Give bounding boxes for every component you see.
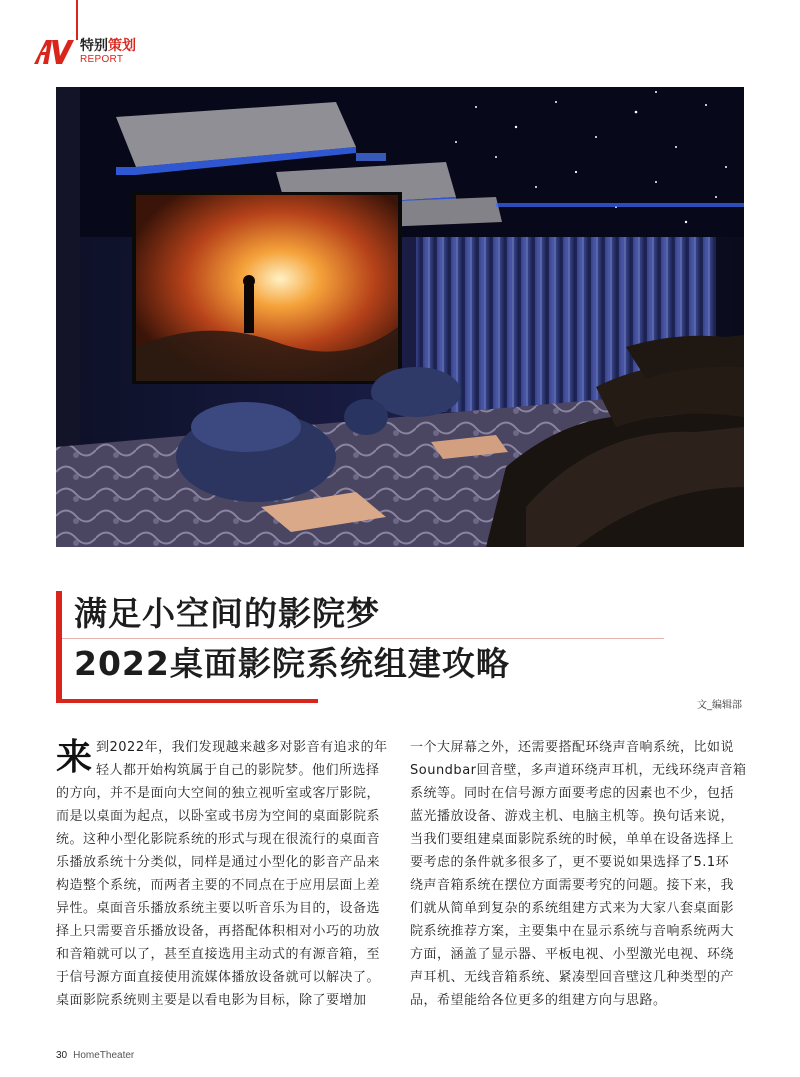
section-label-en: REPORT [80, 54, 124, 65]
paragraph-line: 蓝光播放设备、游戏主机、电脑主机等。换句话来说， [410, 809, 735, 824]
paragraph-line: 品，希望能给各位更多的组建方向与思路。 [410, 993, 667, 1008]
paragraph-line: 系统等。同时在信号源方面要考虑的因素也不少，包括 [410, 786, 735, 801]
paragraph-line: 要考虑的条件就多很多了，更不要说如果选择了5.1环 [410, 855, 730, 870]
title-divider-rule [62, 638, 664, 639]
paragraph-line: 的方向，并不是面向大空间的独立视听室或客厅影院， [56, 786, 381, 801]
paragraph-line: 桌面影院系统则主要是以看电影为目标，除了要增加 [56, 993, 367, 1008]
paragraph-line: 统。这种小型化影院系统的形式与现在很流行的桌面音 [56, 832, 381, 847]
paragraph-line: 到2022年，我们发现越来越多对影音有追求的年 [96, 740, 388, 755]
paragraph-line: 构造整个系统，而两者主要的不同点在于应用层面上差 [56, 878, 381, 893]
paragraph-line: 而是以桌面为起点，以卧室或书房为空间的桌面影院系 [56, 809, 381, 824]
paragraph-line: 和音箱就可以了，甚至直接选用主动式的有源音箱，至 [56, 947, 381, 962]
paragraph-line: 院系统推荐方案，主要集中在显示系统与音响系统两大 [410, 924, 735, 939]
paragraph-line: 绕声音箱系统在摆位方面需要考究的问题。接下来，我 [410, 878, 735, 893]
paragraph-line: 声耳机、无线音箱系统、紧凑型回音壁这几种类型的产 [410, 970, 735, 985]
paragraph-line: 乐播放系统十分类似，同样是通过小型化的影音产品来 [56, 855, 381, 870]
paragraph-line: 当我们要组建桌面影院系统的时候，单单在设备选择上 [410, 832, 735, 847]
paragraph-line: 一个大屏幕之外，还需要搭配环绕声音响系统，比如说 [410, 740, 735, 755]
drop-cap: 来 [56, 737, 93, 778]
magazine-name: HomeTheater [73, 1050, 135, 1061]
paragraph-line: 轻人都开始构筑属于自己的影院梦。他们所选择 [96, 763, 380, 778]
page-footer [56, 1050, 134, 1061]
paragraph-line: 们就从简单到复杂的系统组建方式来为大家八套桌面影 [410, 901, 735, 916]
paragraph-line: 异性。桌面音乐播放系统主要以听音乐为目的，设备选 [56, 901, 381, 916]
paragraph-line: 方面，涵盖了显示器、平板电视、小型激光电视、环绕 [410, 947, 735, 962]
av-logo [32, 38, 78, 66]
byline: 文_编辑部 [697, 700, 742, 711]
article-title-line-1: 满足小空间的影院梦 [74, 594, 380, 633]
article-title-line-2: 2022桌面影院系统组建攻略 [74, 644, 510, 683]
header-vertical-rule [76, 0, 78, 40]
section-label-prefix: 特别 [80, 38, 108, 54]
section-label [80, 38, 136, 54]
paragraph-line: 于信号源方面直接使用流媒体播放设备就可以解决了。 [56, 970, 381, 985]
title-accent-bar [56, 591, 62, 703]
article-column-1 [56, 736, 392, 1012]
title-underline-accent [56, 699, 318, 703]
paragraph-line: 择上只需要音乐播放设备，再搭配体积相对小巧的功放 [56, 924, 381, 939]
article-opening [56, 736, 392, 782]
page-number: 30 [56, 1050, 68, 1061]
article-column-2 [410, 736, 746, 1012]
hero-photo-home-theater [56, 87, 744, 547]
paragraph-line: Soundbar回音壁，多声道环绕声耳机，无线环绕声音箱 [410, 763, 746, 778]
section-label-accent: 策划 [108, 38, 136, 54]
